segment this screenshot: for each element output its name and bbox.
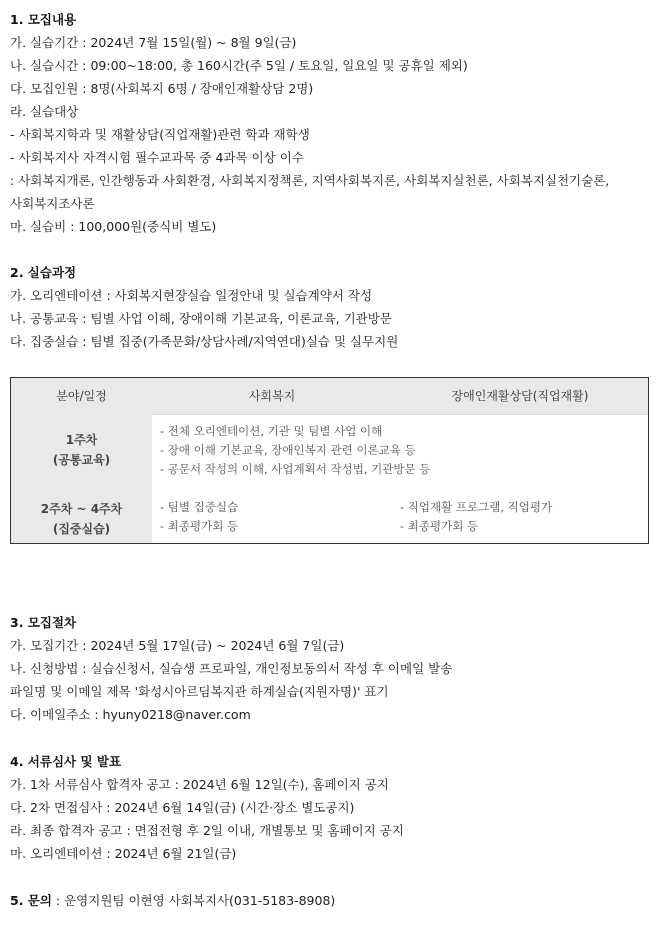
week-2-4-social-items bbox=[160, 498, 238, 536]
week-1-title: 1주차 bbox=[65, 433, 98, 447]
second-interview: 다. 2차 면접심사 : 2024년 6월 14일(금) (시간·장소 별도공지) bbox=[10, 800, 355, 815]
list-item: - 직업재활 프로그램, 직업평가 bbox=[400, 500, 553, 514]
email-address: 다. 이메일주소 : hyuny0218@naver.com bbox=[10, 707, 251, 722]
section-title: 2. 실습과정 bbox=[10, 265, 77, 280]
week-1-items bbox=[160, 422, 430, 479]
list-item: - 팀별 집중실습 bbox=[160, 500, 239, 514]
section-contact bbox=[10, 889, 335, 912]
header-social-welfare: 사회복지 bbox=[248, 389, 296, 403]
section-title: 5. 문의 bbox=[10, 893, 52, 908]
eligibility-heading: 라. 실습대상 bbox=[10, 104, 79, 119]
week-2-4-title: 2주차 ~ 4주차 bbox=[40, 502, 123, 516]
file-name-rule: 파일명 및 이메일 제목 '화성시아르딤복지관 하계실습(지원자명)' 표기 bbox=[10, 684, 389, 699]
section-title: 1. 모집내용 bbox=[10, 12, 77, 27]
week-2-4-subtitle: (집중실습) bbox=[52, 522, 111, 536]
list-item: - 장애 이해 기본교육, 장애인복지 관련 이론교육 등 bbox=[160, 443, 416, 457]
eligibility-major: - 사회복지학과 및 재활상담(직업재활)관련 학과 재학생 bbox=[10, 127, 310, 142]
common-education-line: 나. 공통교육 : 팀별 사업 이해, 장애이해 기본교육, 이론교육, 기관방문 bbox=[10, 311, 392, 326]
table-header-row bbox=[11, 378, 648, 415]
section-screening-announcement bbox=[10, 750, 404, 865]
contact-line bbox=[10, 889, 335, 912]
list-item: - 최종평가회 등 bbox=[160, 519, 239, 533]
list-item: - 공문서 작성의 이해, 사업계획서 작성법, 기관방문 등 bbox=[160, 462, 431, 476]
orientation-line: 가. 오리엔테이션 : 사회복지현장실습 일정안내 및 실습계약서 작성 bbox=[10, 288, 373, 303]
apply-method: 나. 신청방법 : 실습신청서, 실습생 프로파일, 개인정보동의서 작성 후 이메일 발송 bbox=[10, 661, 453, 676]
week-2-4-label bbox=[11, 499, 152, 539]
week-2-4-rehab-items bbox=[400, 498, 552, 536]
practice-period: 가. 실습기간 : 2024년 7월 15일(월) ~ 8월 9일(금) bbox=[10, 35, 297, 50]
section-recruitment-procedure bbox=[10, 611, 452, 726]
header-rehab-counseling: 장애인재활상담(직업재활) bbox=[451, 389, 589, 403]
schedule-table bbox=[10, 377, 649, 544]
section-title: 3. 모집절차 bbox=[10, 615, 77, 630]
week-column bbox=[11, 414, 152, 543]
final-announcement: 라. 최종 합격자 공고 : 면접전형 후 2일 이내, 개별통보 및 홈페이지 공지 bbox=[10, 823, 404, 838]
recruit-period: 가. 모집기간 : 2024년 5월 17일(금) ~ 2024년 6월 7일(금) bbox=[10, 638, 345, 653]
week-1-label bbox=[11, 430, 152, 470]
orientation-date: 마. 오리엔테이션 : 2024년 6월 21일(금) bbox=[10, 846, 237, 861]
week-1-subtitle: (공통교육) bbox=[52, 453, 111, 467]
eligibility-courses: - 사회복지사 자격시험 필수교과목 중 4과목 이상 이수 bbox=[10, 150, 304, 165]
first-screening: 가. 1차 서류심사 합격자 공고 : 2024년 6월 12일(수), 홈페이지 공지 bbox=[10, 777, 389, 792]
section-practice-course bbox=[10, 261, 398, 353]
section-title: 4. 서류심사 및 발표 bbox=[10, 754, 122, 769]
intensive-practice-line: 다. 집중실습 : 팀별 집중(가족문화/상담사례/지역연대)실습 및 실무지원 bbox=[10, 334, 399, 349]
practice-hours: 나. 실습시간 : 09:00~18:00, 총 160시간(주 5일 / 토요일, 일요일 및 공휴일 제외) bbox=[10, 58, 468, 73]
recruit-count: 다. 모집인원 : 8명(사회복지 6명 / 장애인재활상담 2명) bbox=[10, 81, 314, 96]
practice-fee: 마. 실습비 : 100,000원(중식비 별도) bbox=[10, 219, 217, 234]
list-item: - 전체 오리엔테이션, 기관 및 팀별 사업 이해 bbox=[160, 424, 383, 438]
list-item: - 최종평가회 등 bbox=[400, 519, 479, 533]
course-list-cont: 사회복지조사론 bbox=[10, 196, 95, 211]
header-field-schedule: 분야/일정 bbox=[56, 389, 107, 403]
section-recruitment-details bbox=[10, 8, 609, 238]
course-list: : 사회복지개론, 인간행동과 사회환경, 사회복지정책론, 지역사회복지론, 사회복지실천론, 사회복지실천기술론, bbox=[10, 173, 610, 188]
contact-info: : 운영지원팀 이현영 사회복지사(031-5183-8908) bbox=[51, 893, 336, 908]
